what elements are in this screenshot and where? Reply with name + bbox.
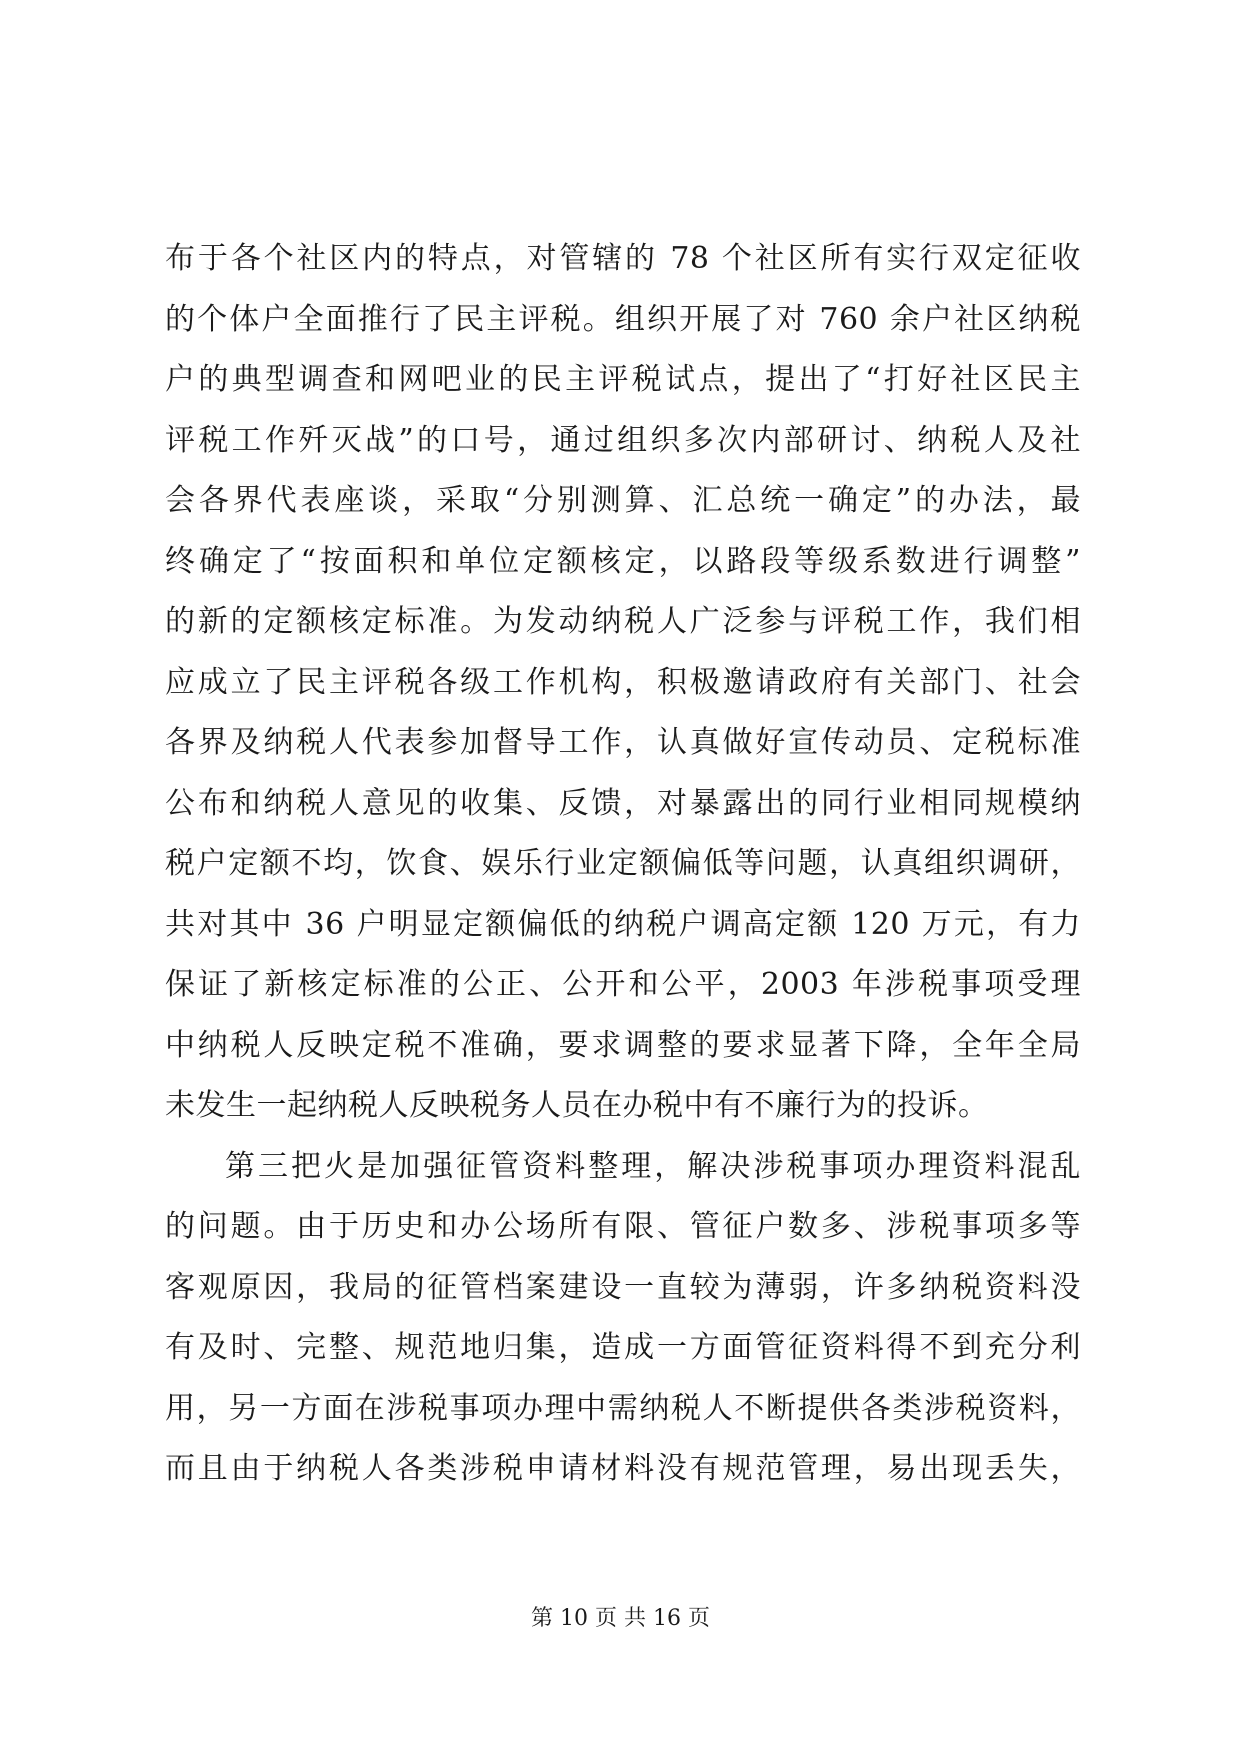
text-line: 而且由于纳税人各类涉税申请材料没有规范管理，易出现丢失， [165, 1451, 1081, 1486]
text-line: 公布和纳税人意见的收集、反馈，对暴露出的同行业相同规模纳 [165, 785, 1081, 821]
text-line: 第三把火是加强征管资料整理，解决涉税事项办理资料混乱 [225, 1148, 1081, 1184]
text-line: 户的典型调查和网吧业的民主评税试点，提出了“打好社区民主 [165, 362, 1081, 397]
text-line: 有及时、完整、规范地归集，造成一方面管征资料得不到充分利 [165, 1330, 1081, 1365]
text-line: 应成立了民主评税各级工作机构，积极邀请政府有关部门、社会 [165, 664, 1081, 700]
text-line: 税户定额不均，饮食、娱乐行业定额偏低等问题，认真组织调研， [165, 846, 1081, 881]
text-line: 客观原因，我局的征管档案建设一直较为薄弱，许多纳税资料没 [165, 1269, 1081, 1305]
paragraph-2 [165, 1137, 1081, 1500]
text-line: 的个体户全面推行了民主评税。组织开展了对 760 余户社区纳税 [165, 301, 1081, 337]
text-line: 评税工作歼灭战”的口号，通过组织多次内部研讨、纳税人及社 [165, 422, 1081, 458]
text-line: 用，另一方面在涉税事项办理中需纳税人不断提供各类涉税资料， [165, 1390, 1081, 1426]
page-number-footer: 第 10 页 共 16 页 [531, 1606, 710, 1631]
text-line: 保证了新核定标准的公正、公开和公平，2003 年涉税事项受理 [165, 967, 1081, 1002]
text-line: 中纳税人反映定税不准确，要求调整的要求显著下降，全年全局 [165, 1027, 1081, 1063]
text-line: 各界及纳税人代表参加督导工作，认真做好宣传动员、定税标准 [165, 725, 1081, 760]
text-line: 未发生一起纳税人反映税务人员在办税中有不廉行为的投诉。 [165, 1088, 989, 1123]
text-line: 布于各个社区内的特点，对管辖的 78 个社区所有实行双定征收 [165, 241, 1081, 276]
text-line: 的问题。由于历史和办公场所有限、管征户数多、涉税事项多等 [165, 1209, 1081, 1244]
text-line: 共对其中 36 户明显定额偏低的纳税户调高定额 120 万元，有力 [165, 906, 1081, 942]
text-line: 的新的定额核定标准。为发动纳税人广泛参与评税工作，我们相 [165, 604, 1081, 639]
text-line: 终确定了“按面积和单位定额核定，以路段等级系数进行调整” [165, 543, 1081, 579]
paragraph-1 [165, 229, 1081, 1137]
text-line: 会各界代表座谈，采取“分别测算、汇总统一确定”的办法，最 [165, 483, 1081, 518]
body-text [165, 229, 1081, 1500]
